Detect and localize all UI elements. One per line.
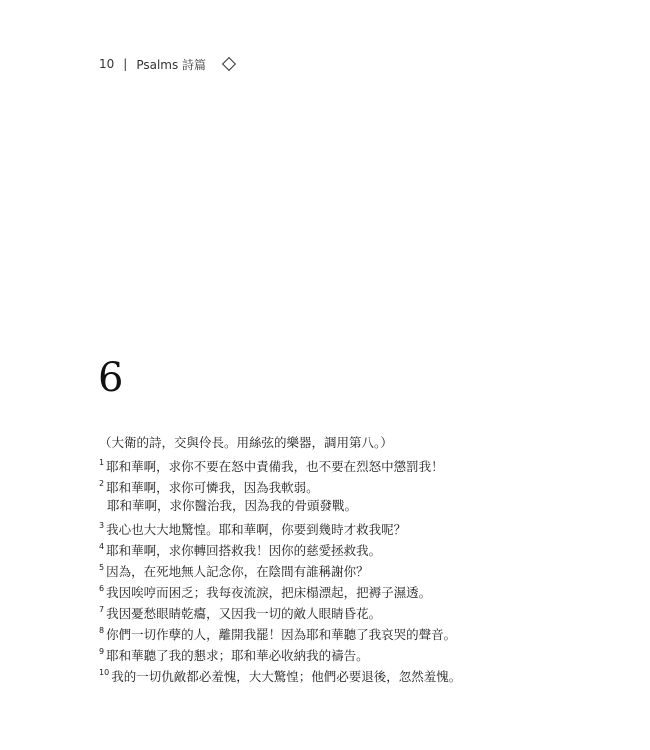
verse-text: 你們一切作孽的人，離開我罷！因為耶和華聽了我哀哭的聲音。 (106, 627, 457, 643)
verse-7 (99, 600, 599, 621)
verse-text: 耶和華啊，求你不要在怒中責備我，也不要在烈怒中懲罰我！ (106, 459, 444, 475)
verse-8 (99, 621, 599, 642)
header-separator: | (123, 57, 128, 71)
verse-text: 我因唉哼而困乏；我每夜流淚，把床榻漂起，把褥子濕透。 (106, 585, 432, 601)
page-number: 10 (99, 57, 115, 71)
verse-10 (99, 663, 599, 684)
diamond-icon (222, 57, 236, 71)
verse-text: 我的一切仇敵都必羞愧，大大驚惶；他們必要退後，忽然羞愧。 (111, 669, 462, 685)
verse-number: 7 (99, 605, 105, 614)
verse-text: 我心也大大地驚惶。耶和華啊，你要到幾時才救我呢？ (106, 522, 407, 538)
verse-text: 耶和華啊，求你可憐我，因為我軟弱。 (106, 480, 319, 496)
verse-number: 2 (99, 479, 105, 488)
verse-text: 耶和華啊，求你轉回搭救我！因你的慈愛拯救我。 (106, 543, 382, 559)
psalm-text (99, 432, 599, 684)
verse-4 (99, 537, 599, 558)
verse-1 (99, 453, 599, 474)
verse-number: 4 (99, 542, 105, 551)
verse-5 (99, 558, 599, 579)
verse-6 (99, 579, 599, 600)
verse-text: 耶和華聽了我的懇求；耶和華必收納我的禱告。 (106, 648, 369, 664)
superscription: （大衛的詩，交與伶長。用絲弦的樂器，調用第八。） (99, 435, 393, 450)
verse-3 (99, 516, 599, 537)
verse-text: 耶和華啊，求你醫治我，因為我的骨頭發戰。 (107, 498, 358, 513)
verse-text: 因為，在死地無人記念你，在陰間有誰稱謝你？ (106, 564, 369, 580)
verse-text: 我因憂愁眼睛乾癟，又因我一切的敵人眼睛昏花。 (106, 606, 382, 622)
verse-9 (99, 642, 599, 663)
verse-number: 6 (99, 584, 105, 593)
running-header (99, 56, 234, 72)
verse-2 (99, 474, 599, 495)
book-title: Psalms 詩篇 (136, 57, 207, 72)
verse-2-continuation (99, 495, 599, 516)
verse-number: 8 (99, 626, 105, 635)
chapter-number: 6 (98, 355, 124, 401)
verse-number: 3 (99, 521, 105, 530)
verse-number: 10 (99, 668, 110, 677)
verse-number: 9 (99, 647, 105, 656)
verse-number: 5 (99, 563, 105, 572)
verse-number: 1 (99, 458, 105, 467)
